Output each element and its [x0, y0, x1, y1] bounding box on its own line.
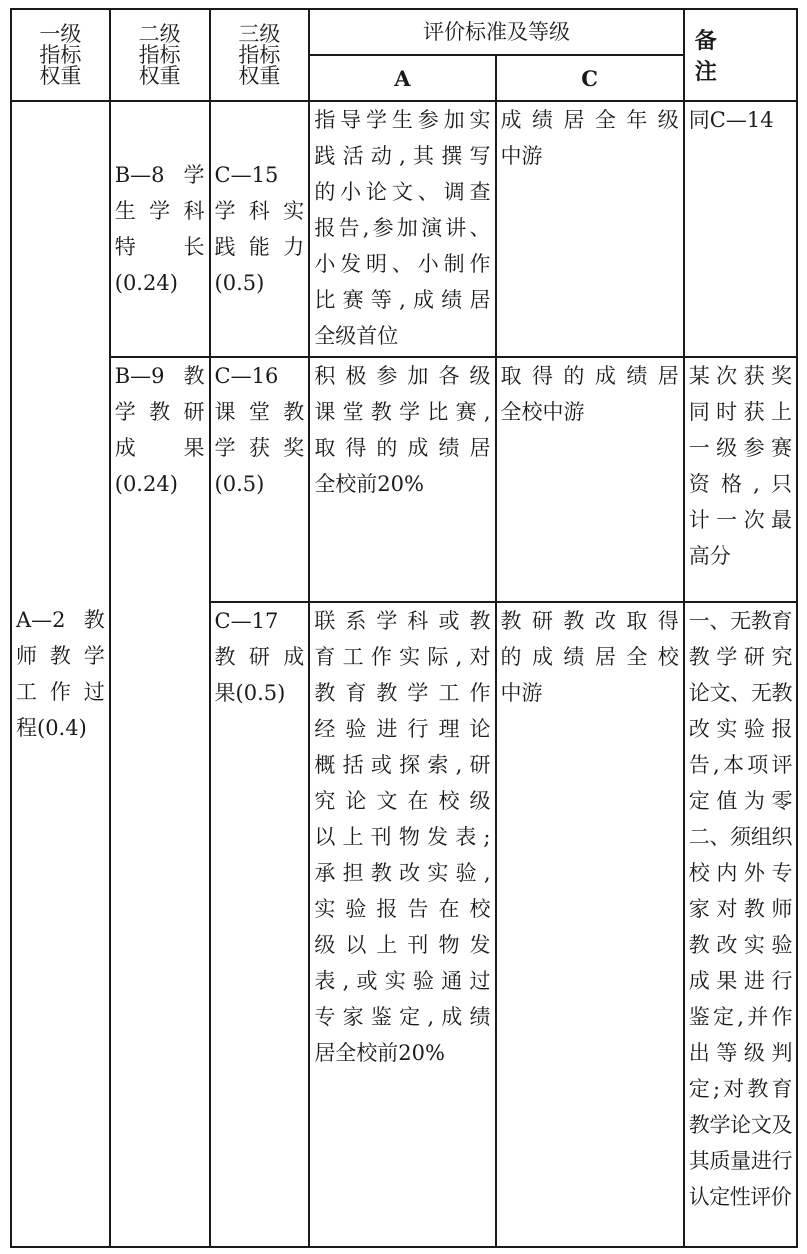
cell-line: C—17 [214, 609, 279, 633]
cell-line: 一、无教育 [688, 609, 792, 633]
cell-line: 践能力 [214, 235, 305, 259]
cell-line: 师教学 [16, 644, 105, 668]
grade-c-cell-c17 [496, 602, 684, 1247]
header-level3-line: 权重 [238, 63, 281, 88]
cell-line: 其质量进行 [688, 1149, 792, 1173]
level2-cell-b8 [110, 101, 210, 357]
header-level2-line: 指标 [138, 42, 181, 67]
cell-line: 特 长 [114, 235, 205, 259]
cell-line: 取得的成绩居 [314, 436, 491, 460]
cell-line: C—16 [214, 364, 279, 388]
level3-cell-c17 [210, 602, 310, 1247]
cell-line: 究论文在校级 [314, 789, 491, 813]
cell-line: 联系学科或教 [314, 609, 491, 633]
cell-line: 计一次最 [688, 508, 792, 532]
cell-line: 积极参加各级 [314, 364, 491, 388]
cell-line: 报告,参加演讲、 [314, 216, 491, 240]
level1-cell-a2 [11, 101, 110, 1247]
header-level1-line: 一级 [39, 21, 82, 46]
cell-line: 定值为零 [688, 789, 792, 813]
cell-line: 中游 [500, 144, 543, 168]
cell-line: 的成绩居全校 [500, 645, 679, 669]
level2-cell-b9 [110, 357, 210, 1247]
cell-line: 家对教师 [688, 897, 792, 921]
cell-line: 告,本项评 [688, 753, 792, 777]
cell-line: 践活动,其撰写 [314, 144, 491, 168]
note-cell-c16 [684, 357, 797, 602]
header-level1-line: 指标 [39, 42, 82, 67]
cell-line: 全校中游 [500, 400, 585, 424]
grade-a-cell-c16 [309, 357, 495, 602]
grade-c-cell-c15 [496, 101, 684, 357]
cell-line: A—2教 [16, 608, 105, 632]
cell-line: 育工作实际,对 [314, 645, 491, 669]
cell-line: 课堂教 [214, 400, 305, 424]
cell-line: 成果进行 [688, 969, 792, 993]
cell-line: 级以上刊物发 [314, 933, 491, 957]
cell-line: 承担教改实验, [314, 861, 491, 885]
evaluation-table [10, 8, 798, 1248]
level3-cell-c16 [210, 357, 310, 602]
cell-line: 的小论文、调查 [314, 180, 491, 204]
cell-line: 实验报告在校 [314, 897, 491, 921]
cell-line: 学教研 [114, 400, 205, 424]
document-page [10, 8, 798, 1246]
cell-line: 教改实验 [688, 933, 792, 957]
cell-line: 论文、无教 [688, 681, 792, 705]
cell-line: 果(0.5) [214, 681, 286, 705]
header-level1 [11, 9, 110, 101]
grade-a-cell-c17 [309, 602, 495, 1247]
note-cell-c17 [684, 602, 797, 1247]
cell-line: 取得的成绩居 [500, 364, 679, 388]
cell-line: 全校前20% [314, 472, 424, 496]
cell-line: 成 果 [114, 436, 205, 460]
header-criteria: 评价标准及等级 [309, 9, 683, 55]
cell-line: 表,或实验通过 [314, 969, 491, 993]
header-level1-line: 权重 [39, 63, 82, 88]
cell-line: (0.5) [214, 472, 265, 496]
cell-line: 概括或探索,研 [314, 753, 491, 777]
cell-line: 校内外专 [688, 861, 792, 885]
cell-line: 同时获上 [688, 400, 792, 424]
cell-line: 教育教学工作 [314, 681, 491, 705]
note-cell-c15 [684, 101, 797, 357]
cell-line: 生学科 [114, 199, 205, 223]
cell-line: 比赛等,成绩居 [314, 288, 491, 312]
cell-line: 成绩居全年级 [500, 108, 679, 132]
cell-line: 课堂教学比赛, [314, 400, 491, 424]
cell-line: 专家鉴定,成绩 [314, 1005, 491, 1029]
cell-line: 一级参赛 [688, 436, 792, 460]
level3-cell-c15 [210, 101, 310, 357]
cell-line: 二、须组织 [688, 825, 792, 849]
grade-a-cell-c15 [309, 101, 495, 357]
header-level2 [110, 9, 210, 101]
cell-line: 资格,只 [688, 472, 792, 496]
cell-line: 认定性评价 [688, 1185, 792, 1209]
cell-line: 程(0.4) [16, 716, 87, 740]
cell-line: 教学论文及 [688, 1113, 792, 1137]
header-level3-line: 指标 [238, 42, 281, 67]
cell-line: 改实验报 [688, 717, 792, 741]
cell-line: 鉴定,并作 [688, 1005, 792, 1029]
cell-line: (0.24) [114, 271, 178, 295]
grade-c-cell-c16 [496, 357, 684, 602]
cell-line: 全级首位 [314, 324, 399, 348]
cell-line: 高分 [688, 544, 731, 568]
header-notes: 备 注 [684, 9, 797, 101]
header-grade-c: C [496, 55, 684, 101]
header-grade-a: A [309, 55, 495, 101]
header-level3 [210, 9, 310, 101]
cell-line: 出等级判 [688, 1041, 792, 1065]
header-level2-line: 二级 [138, 21, 181, 46]
cell-line: 某次获奖 [688, 364, 792, 388]
cell-line: 指导学生参加实 [314, 108, 491, 132]
cell-line: B—8学 [114, 163, 205, 187]
cell-line: 工作过 [16, 680, 105, 704]
cell-line: 教研成 [214, 645, 305, 669]
cell-line: 中游 [500, 681, 543, 705]
cell-line: 教学研究 [688, 645, 792, 669]
cell-line: 小发明、小制作 [314, 252, 491, 276]
cell-line: 居全校前20% [314, 1041, 445, 1065]
cell-line: 学获奖 [214, 436, 305, 460]
cell-line: (0.5) [214, 271, 265, 295]
cell-line: 教研教改取得 [500, 609, 679, 633]
cell-line: 学科实 [214, 199, 305, 223]
cell-line: 经验进行理论 [314, 717, 491, 741]
header-level2-line: 权重 [138, 63, 181, 88]
cell-line: 同C—14 [688, 108, 774, 132]
cell-line: (0.24) [114, 472, 178, 496]
cell-line: 以上刊物发表; [314, 825, 491, 849]
cell-line: B—9教 [114, 364, 205, 388]
cell-line: C—15 [214, 163, 279, 187]
cell-line: 定;对教育 [688, 1077, 792, 1101]
header-level3-line: 三级 [238, 21, 281, 46]
